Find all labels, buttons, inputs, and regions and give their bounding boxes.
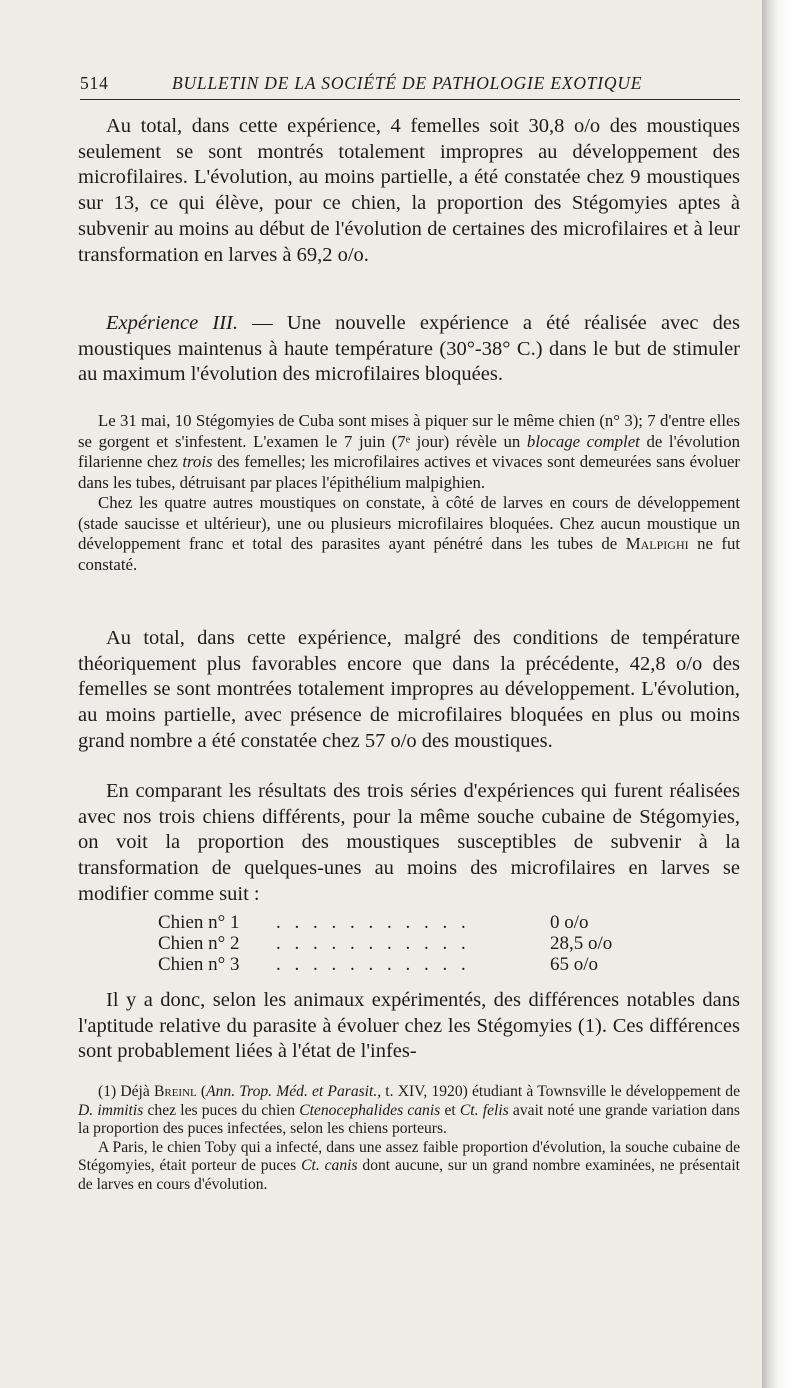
detail-text: de l'évolution filarienne chez (78, 431, 740, 471)
detail-paragraph-2 (78, 493, 740, 575)
species-name: Ct. felis (459, 1101, 509, 1119)
footnote-text: et (440, 1101, 460, 1119)
detail-text: Le 31 mai, 10 Stégomyies de Cuba sont mises à piquer sur le même chien (n° 3); 7 d'entre elles se gorgent et s'infestent. L'examen le 7 juin (7ᵉ jour) révèle un (78, 411, 740, 451)
experiment-text: — Une nouvelle expérience a été réalisée avec des moustiques maintenus à haute température (30°-38° C.) dans le but de stimuler au maximum l'évolution des microfilaires bloquées. (78, 312, 740, 386)
experiment-3-details (78, 411, 740, 575)
running-title: BULLETIN DE LA SOCIÉTÉ DE PATHOLOGIE EXOTIQUE (172, 73, 643, 93)
footnote-text: , t. XIV, 1920) étudiant à Townsville le développement de (377, 1083, 740, 1100)
footnote-text: dont aucune, sur un grand nombre examinées, ne présentait de larves en cours d'évolution. (78, 1157, 740, 1193)
paragraph-text: Au total, dans cette expérience, 4 femelles soit 30,8 o/o des moustiques seulement se sont montrés totalement impropres au développement des microfilaires. L'évolution, au moins partielle, a été constatée chez 9 moustiques sur 13, ce qui élève, pour ce chien, la proportion des Stégomyies aptes à subvenir au moins au début de l'évolution de certaines des microfilaires et à leur transformation en larves à 69,2 o/o. (78, 115, 740, 266)
footnote-text: ( (196, 1083, 207, 1100)
footnote-text: (1) Déjà (98, 1083, 154, 1100)
paragraph-experiment-3-summary (78, 626, 740, 755)
row-label: Chien n° 3 (158, 954, 240, 975)
leader-dots: . . . . . . . . . . . (276, 912, 471, 933)
row-value: 0 o/o (550, 912, 589, 933)
detail-text: des femelles; les microfilaires actives et vivaces sont demeurées sans évoluer dans les tubes, détruisant par places l'épithélium malpighien. (78, 452, 741, 492)
paragraph-experiment-3 (78, 311, 740, 388)
row-value: 28,5 o/o (550, 933, 613, 954)
footnote-paragraph-2 (78, 1139, 740, 1195)
paragraph-text: En comparant les résultats des trois séries d'expériences qui furent réalisées avec nos trois chiens différents, pour la même souche cubaine de Stégomyies, on voit la proportion des moustiques susceptibles de subvenir à la transformation de quelques-unes au moins des microfilaires en larves se modifier comme suit : (78, 780, 740, 905)
row-value: 65 o/o (550, 954, 599, 975)
paragraph-experiment-2-summary (78, 114, 740, 268)
table-row (158, 954, 628, 975)
paragraph-comparison (78, 779, 740, 908)
footnote-paragraph-1 (78, 1083, 740, 1139)
detail-paragraph-1 (78, 411, 740, 493)
detail-text: ne fut constaté. (78, 534, 741, 574)
footnote-text: chez les puces du chien (143, 1101, 300, 1119)
author-name: Malpighi (625, 534, 689, 553)
detail-text: Chez les quatre autres moustiques on constate, à côté de larves en cours de développement (stade saucisse et ultérieur), une ou plusieurs microfilaires bloquées. Chez aucun moustique un développement franc et total des parasites ayant pénétré dans les tubes de (78, 493, 740, 553)
page-edge-shadow (762, 0, 800, 1388)
paragraph-text: Au total, dans cette expérience, malgré des conditions de température théoriquement plus favorables encore que dans la précédente, 42,8 o/o des femelles se sont montrées totalement impropres au développement. L'évolution, au moins partielle, avec présence de microfilaires bloquées en plus ou moins grand nombre a été constatée chez 57 o/o des moustiques. (78, 627, 740, 752)
running-header (80, 71, 740, 97)
leader-dots: . . . . . . . . . . . (276, 954, 471, 975)
paragraph-text (78, 311, 740, 388)
species-name: Ctenocephalides canis (299, 1101, 441, 1119)
header-rule (80, 99, 740, 100)
footnote-text: avait noté une grande variation dans la proportion des puces infectées, selon les chiens porteurs. (78, 1101, 741, 1138)
paragraph-text: Il y a donc, selon les animaux expérimentés, des différences notables dans l'aptitude relative du parasite à évoluer chez les Stégomyies (1). Ces différences sont probablement liées à l'état de l'infes- (78, 989, 740, 1063)
page-number: 514 (80, 73, 109, 93)
footnote (78, 1083, 740, 1195)
leader-dots: . . . . . . . . . . . (276, 933, 471, 954)
detail-emphasis: trois (182, 452, 213, 471)
dog-results-table (158, 912, 628, 975)
table-row (158, 933, 628, 954)
footnote-text: A Paris, le chien Toby qui a infecté, dans une assez faible proportion d'évolution, la souche cubaine de Stégomyies, était porteur de puces (78, 1138, 740, 1175)
paragraph-conclusion (78, 988, 740, 1065)
species-name: Ct. canis (301, 1157, 358, 1175)
species-name: D. immitis (78, 1101, 144, 1119)
table-row (158, 912, 628, 933)
row-label: Chien n° 1 (158, 912, 240, 933)
author-name: Breinl (153, 1083, 197, 1100)
experiment-heading: Expérience III. (106, 312, 238, 334)
row-label: Chien n° 2 (158, 933, 240, 954)
journal-title: Ann. Trop. Méd. et Parasit. (206, 1083, 378, 1100)
detail-emphasis: blocage complet (526, 431, 640, 451)
